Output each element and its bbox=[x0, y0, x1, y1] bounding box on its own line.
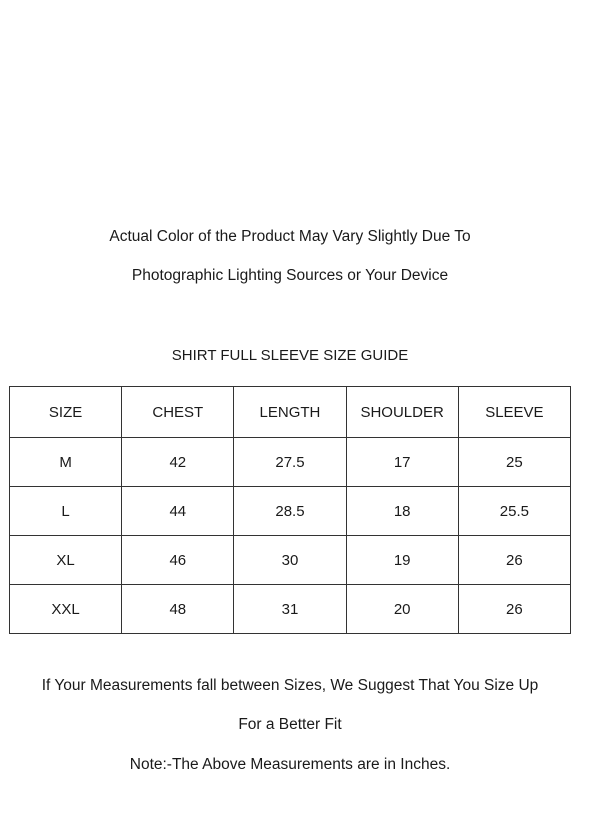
table-header-row bbox=[10, 387, 571, 438]
table-row bbox=[10, 487, 571, 536]
table-cell-sleeve: 26 bbox=[458, 536, 570, 585]
size-advice-line: If Your Measurements fall between Sizes, We Suggest That You Size Up bbox=[41, 677, 539, 694]
table-row bbox=[10, 585, 571, 634]
table-cell-size: M bbox=[10, 438, 122, 487]
column-header-length: LENGTH bbox=[234, 387, 346, 438]
table-cell-length: 30 bbox=[234, 536, 346, 585]
table-cell-size: XXL bbox=[10, 585, 122, 634]
table-cell-chest: 44 bbox=[122, 487, 234, 536]
table-cell-length: 31 bbox=[234, 585, 346, 634]
size-guide-title: SHIRT FULL SLEEVE SIZE GUIDE bbox=[171, 347, 409, 364]
table-cell-sleeve: 26 bbox=[458, 585, 570, 634]
table-cell-chest: 42 bbox=[122, 438, 234, 487]
table-cell-shoulder: 19 bbox=[346, 536, 458, 585]
table-row bbox=[10, 438, 571, 487]
table-cell-sleeve: 25.5 bbox=[458, 487, 570, 536]
table-cell-size: XL bbox=[10, 536, 122, 585]
table-cell-chest: 46 bbox=[122, 536, 234, 585]
table-cell-length: 28.5 bbox=[234, 487, 346, 536]
column-header-shoulder: SHOULDER bbox=[346, 387, 458, 438]
column-header-sleeve: SLEEVE bbox=[458, 387, 570, 438]
table-cell-shoulder: 17 bbox=[346, 438, 458, 487]
disclaimer-line-2: Photographic Lighting Sources or Your Device bbox=[131, 267, 449, 284]
table-cell-sleeve: 25 bbox=[458, 438, 570, 487]
table-row bbox=[10, 536, 571, 585]
disclaimer-line-1: Actual Color of the Product May Vary Slightly Due To bbox=[109, 228, 471, 245]
table-cell-chest: 48 bbox=[122, 585, 234, 634]
table-cell-shoulder: 18 bbox=[346, 487, 458, 536]
size-guide-table bbox=[9, 386, 571, 634]
table-cell-length: 27.5 bbox=[234, 438, 346, 487]
better-fit-line: For a Better Fit bbox=[238, 716, 342, 733]
measurement-note: Note:-The Above Measurements are in Inches. bbox=[129, 756, 451, 773]
table-cell-size: L bbox=[10, 487, 122, 536]
table-cell-shoulder: 20 bbox=[346, 585, 458, 634]
column-header-chest: CHEST bbox=[122, 387, 234, 438]
column-header-size: SIZE bbox=[10, 387, 122, 438]
